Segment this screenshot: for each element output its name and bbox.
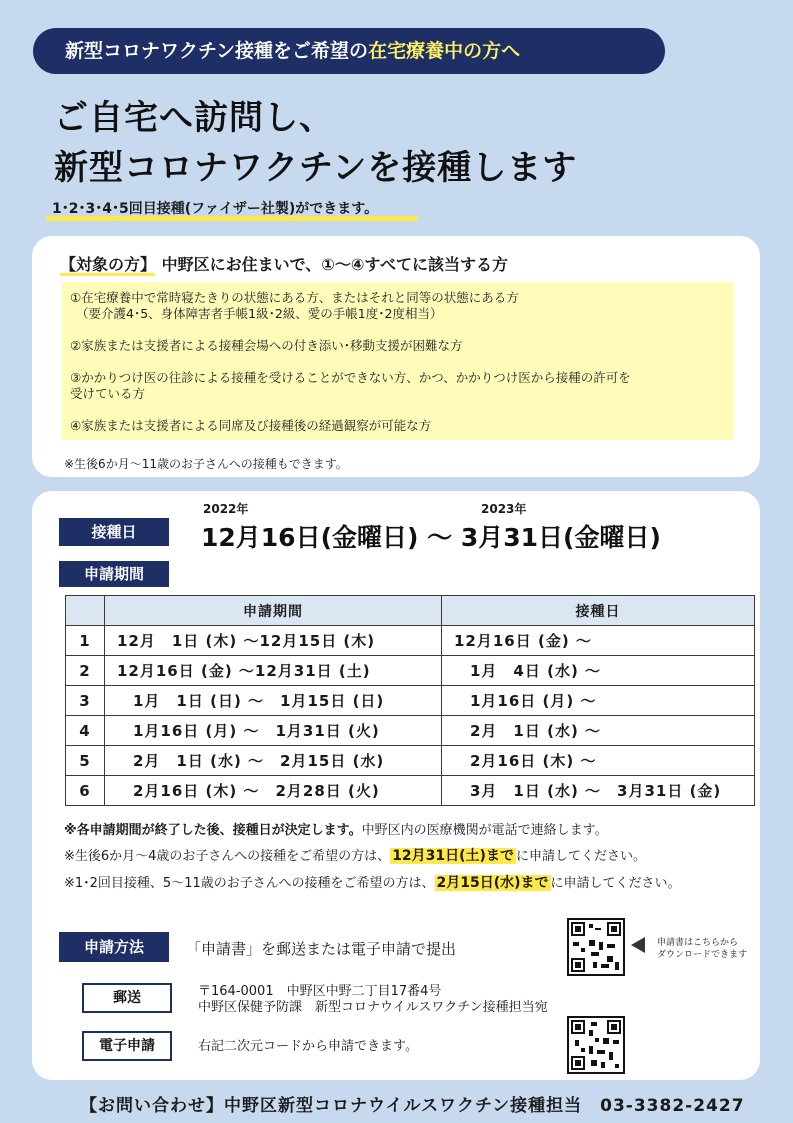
contact-footer <box>80 1091 745 1116</box>
table-row <box>66 686 755 716</box>
table-row <box>66 626 755 656</box>
target-heading <box>60 252 508 275</box>
download-note-line1: 申請書はこちらから <box>657 938 739 948</box>
row-period: 2月 1日 (水) ～ 2月15日 (水) <box>105 746 442 776</box>
condition-3-cont: 受けている方 <box>70 386 146 401</box>
note-2-post: に申請してください。 <box>515 849 646 864</box>
note-2-pre: ※生後6か月～4歳のお子さんへの接種をご希望の方は、 <box>64 849 391 864</box>
mail-address-line1: 〒164-0001 中野区中野二丁目17番4号 <box>198 984 442 999</box>
download-qr-code[interactable] <box>567 918 625 976</box>
year-start: 2022年 <box>203 502 249 516</box>
table-row <box>66 656 755 686</box>
contact-text: 中野区新型コロナウイルスワクチン接種担当 03-3382-2427 <box>224 1096 745 1116</box>
row-period: 2月16日 (木) ～ 2月28日 (火) <box>105 776 442 806</box>
table-header-row <box>66 596 755 626</box>
online-label: 電子申請 <box>82 1031 172 1061</box>
row-date: 3月 1日 (水) ～ 3月31日 (金) <box>442 776 755 806</box>
table-row <box>66 776 755 806</box>
row-num: 2 <box>66 656 105 686</box>
condition-2: ②家族または支援者による接種会場への付き添い･移動支援が困難な方 <box>70 338 463 353</box>
row-num: 3 <box>66 686 105 716</box>
row-date: 1月 4日 (水) ～ <box>442 656 755 686</box>
download-note <box>657 937 747 961</box>
condition-1-detail: （要介護4･5、身体障害者手帳1級･2級、愛の手帳1度･2度相当） <box>76 306 443 321</box>
table-header-date: 接種日 <box>442 596 755 626</box>
download-note-line2: ダウンロードできます <box>657 950 748 960</box>
row-period: 12月16日 (金) ～12月31日 (土) <box>105 656 442 686</box>
note-1-bold: ※各申請期間が終了した後、接種日が決定します。 <box>64 823 362 838</box>
condition-3: ③かかりつけ医の往診による接種を受けることができない方、かつ、かかりつけ医から接種の許可を <box>70 370 631 385</box>
note-3-pre: ※1･2回目接種、5～11歳のお子さんへの接種をご希望の方は、 <box>64 876 435 891</box>
top-banner <box>33 28 665 74</box>
row-period: 1月16日 (月) ～ 1月31日 (火) <box>105 716 442 746</box>
banner-highlight: 在宅療養中の方へ <box>368 40 521 62</box>
row-period: 12月 1日 (木) ～12月15日 (木) <box>105 626 442 656</box>
row-date: 2月16日 (木) ～ <box>442 746 755 776</box>
table-header-num <box>66 596 105 626</box>
row-num: 6 <box>66 776 105 806</box>
table-row <box>66 716 755 746</box>
condition-4: ④家族または支援者による同席及び接種後の経過観察が可能な方 <box>70 418 432 433</box>
table-row <box>66 746 755 776</box>
banner-text: 新型コロナワクチン接種をご希望の <box>65 40 369 62</box>
headline-line2: 新型コロナワクチンを接種します <box>54 148 578 188</box>
table-header-period: 申請期間 <box>105 596 442 626</box>
online-application-qr-code[interactable] <box>567 1016 625 1074</box>
row-date: 12月16日 (金) ～ <box>442 626 755 656</box>
schedule-note-2 <box>64 845 646 865</box>
target-note: ※生後6か月～11歳のお子さんへの接種もできます。 <box>64 457 348 471</box>
row-period: 1月 1日 (日) ～ 1月15日 (日) <box>105 686 442 716</box>
note-3-highlight: 2月15日(水)まで <box>436 875 549 891</box>
contact-label: 【お問い合わせ】 <box>80 1096 224 1116</box>
subline: 1･2･3･4･5回目接種(ファイザー社製)ができます。 <box>52 201 379 217</box>
period-label: 申請期間 <box>59 561 169 587</box>
note-3-post: に申請してください。 <box>550 876 681 891</box>
year-end: 2023年 <box>481 502 527 516</box>
schedule-note-1 <box>64 819 608 838</box>
row-date: 1月16日 (月) ～ <box>442 686 755 716</box>
mail-label: 郵送 <box>82 983 172 1013</box>
row-date: 2月 1日 (水) ～ <box>442 716 755 746</box>
vaccination-date-range: 12月16日(金曜日) ～ 3月31日(金曜日) <box>201 523 661 552</box>
left-arrow-icon <box>631 937 645 953</box>
schedule-table <box>65 595 755 806</box>
mail-address-line2: 中野区保健予防課 新型コロナウイルスワクチン接種担当宛 <box>198 1000 548 1015</box>
date-label: 接種日 <box>59 518 169 546</box>
qr-pattern-download <box>569 920 623 974</box>
qr-pattern-online <box>569 1018 623 1072</box>
note-1-rest: 中野区内の医療機関が電話で連絡します。 <box>361 823 608 838</box>
row-num: 4 <box>66 716 105 746</box>
row-num: 1 <box>66 626 105 656</box>
target-text: 中野区にお住まいで、①～④すべてに該当する方 <box>161 255 509 274</box>
note-2-highlight: 12月31日(土)まで <box>392 848 514 864</box>
schedule-note-3 <box>64 872 681 892</box>
headline-line1: ご自宅へ訪問し、 <box>54 98 334 138</box>
row-num: 5 <box>66 746 105 776</box>
target-label: 【対象の方】 <box>60 255 157 274</box>
condition-1: ①在宅療養中で常時寝たきりの状態にある方、またはそれと同等の状態にある方 <box>70 290 519 305</box>
online-text: 右記二次元コードから申請できます。 <box>198 1039 418 1054</box>
method-text: 「申請書」を郵送または電子申請で提出 <box>186 940 457 958</box>
method-label: 申請方法 <box>59 932 169 962</box>
